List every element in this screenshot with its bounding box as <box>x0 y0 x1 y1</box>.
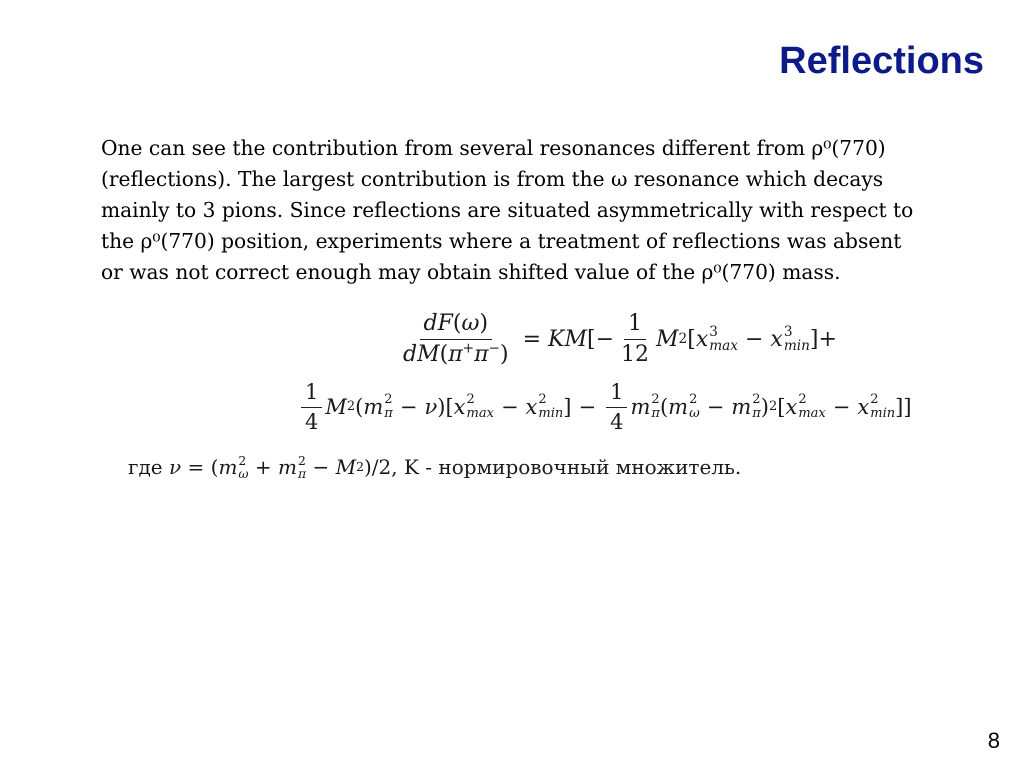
formula-fraction-dF: $\frac{dF(\omega)}{dM(\pi^+\pi^-)}$ <box>403 311 509 367</box>
paragraph-line: (reflections). The largest contribution is from the ω resonance which decays <box>101 167 884 191</box>
definition-prefix: где <box>128 455 163 479</box>
formula-line-1: $\frac{dF(\omega)}{dM(\pi^+\pi^-)}$ = KM [− $\frac{1}{12}$ M 2 [ x 3 max − x 3 min ]+ <box>396 303 837 375</box>
paragraph-line: or was not correct enough may obtain shifted value of the ρ⁰(770) mass. <box>101 260 841 284</box>
formula-fraction-1-12: $\frac{1}{12}$ <box>621 311 650 367</box>
paragraph-line: One can see the contribution from several resonances different from ρ⁰(770) <box>101 136 886 160</box>
paragraph-line: the ρ⁰(770) position, experiments where a treatment of reflections was absent <box>101 229 902 253</box>
body-paragraph <box>101 133 996 288</box>
formula-fraction-1-4b: $\frac{1}{4}$ <box>606 380 627 433</box>
page-number: 8 <box>987 728 1000 753</box>
definition-suffix: , K - нормировочный множитель. <box>391 455 742 479</box>
slide-title: Reflections <box>779 40 984 82</box>
formula-fraction-1-4: $\frac{1}{4}$ <box>301 380 322 433</box>
formula-line-2: $\frac{1}{4}$ M 2 ( m 2 π − ν )[ x 2 max − x 2 min ] − $\frac{1}{4}$ m 2 π ( m 2 ω − m 2 π ) 2 [ x 2 max − x 2 min ]] <box>298 378 912 436</box>
formula-definition: где ν = ( m 2 ω + m 2 π − M 2 )/2 , K - нормировочный множитель. <box>128 452 742 481</box>
paragraph-line: mainly to 3 pions. Since reflections are situated asymmetrically with respect to <box>101 198 914 222</box>
